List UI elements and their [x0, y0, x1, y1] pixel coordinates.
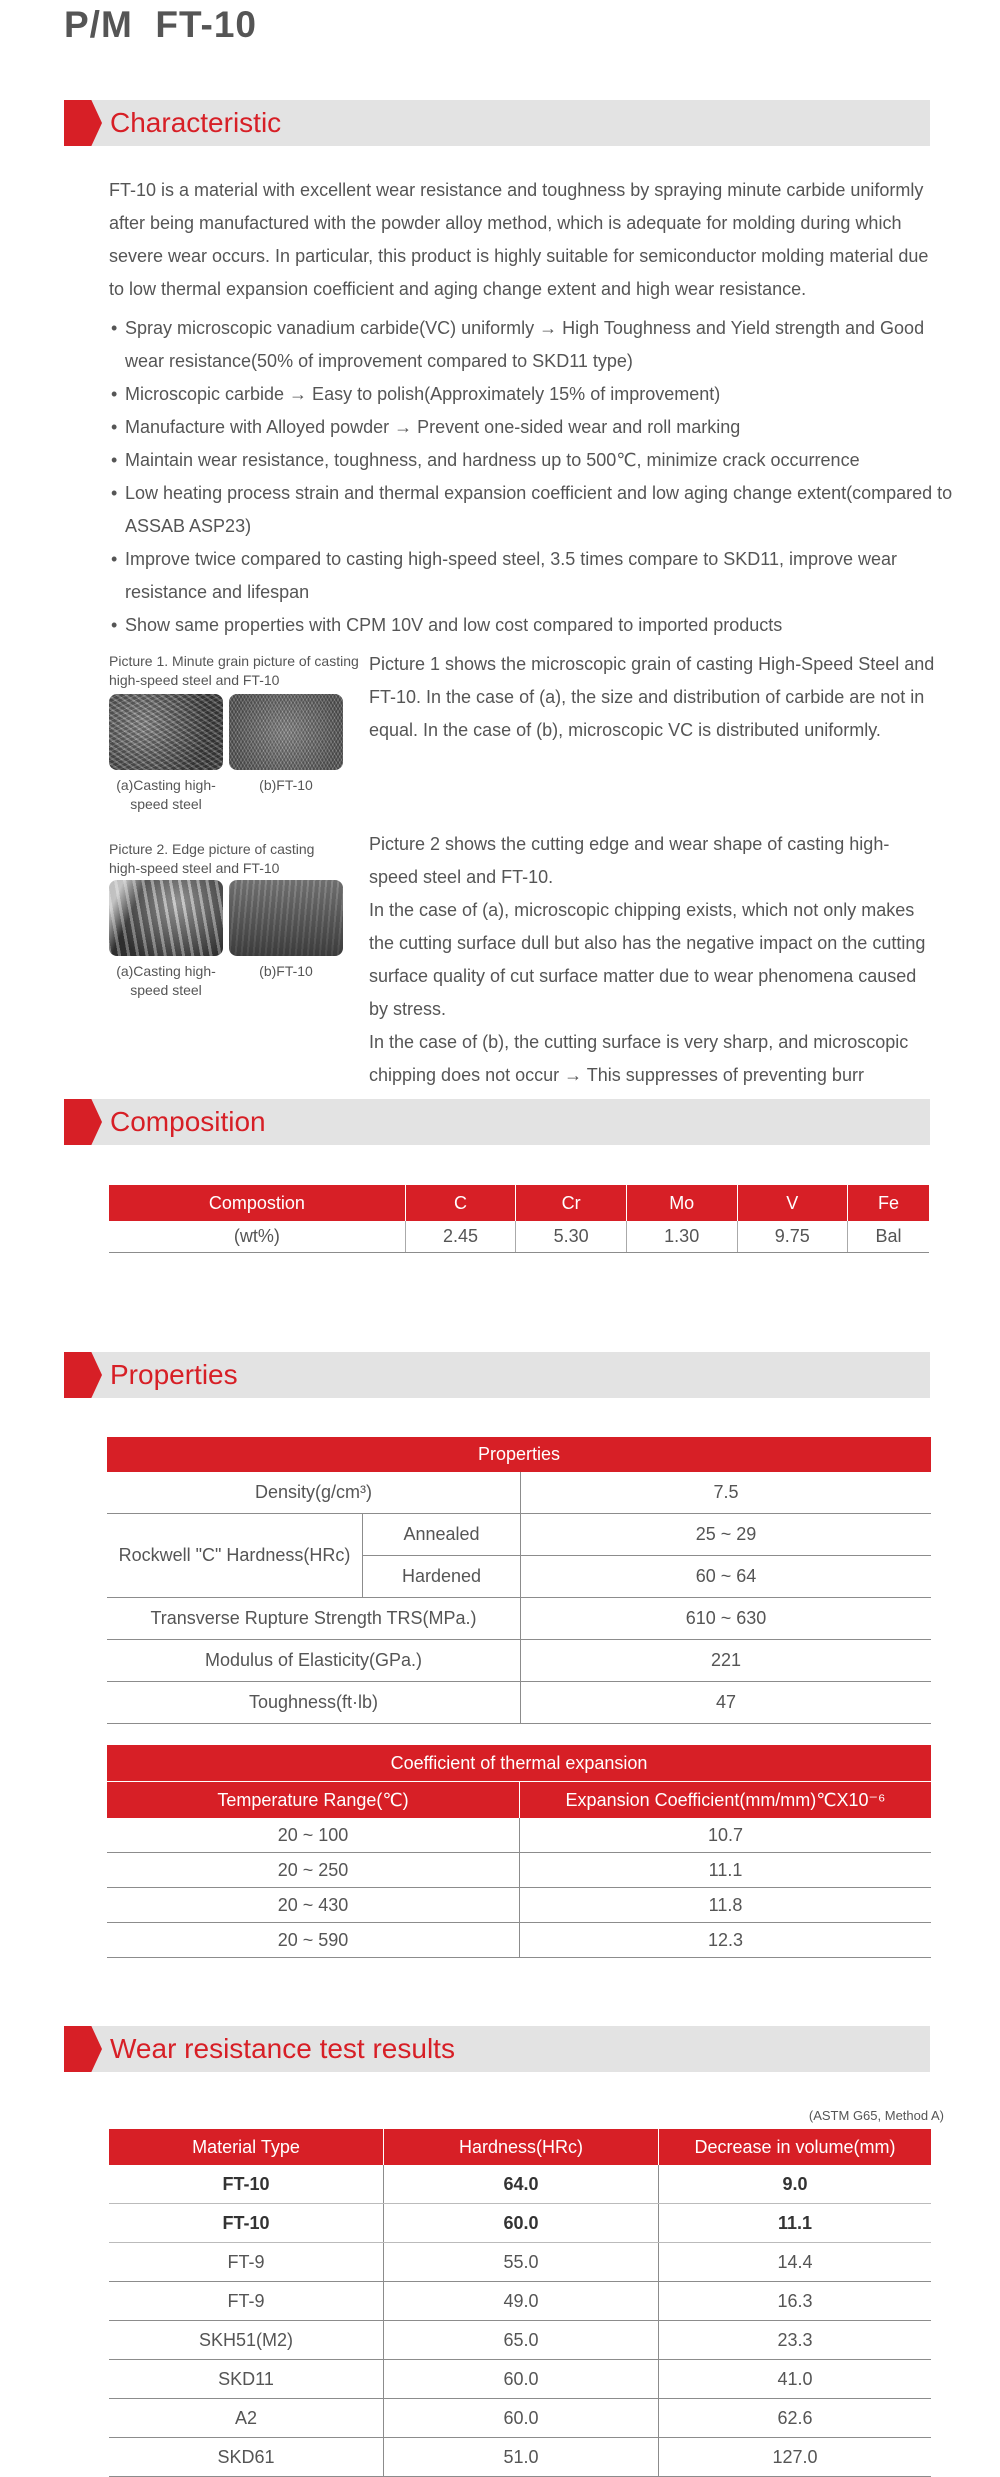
- property-label: Modulus of Elasticity(GPa.): [107, 1640, 521, 1682]
- thermal-cell: 11.1: [520, 1853, 932, 1888]
- wear-cell: 16.3: [659, 2282, 932, 2321]
- composition-cell: 5.30: [516, 1221, 627, 1253]
- wear-cell: 11.1: [659, 2204, 932, 2243]
- bullet-item: • Spray microscopic vanadium carbide(VC) uniformly → High Toughness and Yield strength and Good wear resistance(50% of improvement compared to SKD11 type): [109, 312, 954, 378]
- wear-cell: FT-10: [109, 2165, 384, 2204]
- properties-table-title: Properties: [107, 1437, 931, 1472]
- picture1-ft10-photo: [229, 694, 343, 770]
- bullet-item: • Microscopic carbide → Easy to polish(Approximately 15% of improvement): [109, 378, 954, 411]
- picture1-label-b: (b)FT-10: [259, 777, 313, 793]
- thermal-cell: 11.8: [520, 1888, 932, 1923]
- thermal-expansion-table: [107, 1745, 931, 1958]
- composition-cell: (wt%): [109, 1221, 405, 1253]
- picture2-caption: Picture 2. Edge picture of casting high-speed steel and FT-10: [109, 841, 315, 876]
- bullet-item: • Manufacture with Alloyed powder → Prevent one-sided wear and roll marking: [109, 411, 954, 444]
- picture1-casting-photo: [109, 694, 223, 770]
- wear-cell: 65.0: [384, 2321, 659, 2360]
- wear-cell: 14.4: [659, 2243, 932, 2282]
- wear-cell: FT-9: [109, 2282, 384, 2321]
- composition-header: Mo: [626, 1185, 737, 1221]
- section-header-wear: [64, 2026, 930, 2072]
- picture1-description: Picture 1 shows the microscopic grain of casting High-Speed Steel and FT-10. In the case of (a), the size and distribution of carbide are not in equal. In the case of (b), microscopic VC is distributed uniformly.: [369, 654, 935, 740]
- properties-table: [107, 1437, 931, 1724]
- bullet-item: • Maintain wear resistance, toughness, and hardness up to 500℃, minimize crack occurrence: [109, 444, 954, 477]
- property-value: 47: [521, 1682, 932, 1724]
- table-row: [109, 2321, 931, 2360]
- table-row: [107, 1640, 931, 1682]
- property-sublabel: Annealed: [363, 1514, 521, 1556]
- property-value: 7.5: [521, 1472, 932, 1514]
- wear-cell: 60.0: [384, 2204, 659, 2243]
- table-row: [107, 1853, 931, 1888]
- picture2-label-a: (a)Casting high-speed steel: [116, 963, 216, 998]
- table-row: [109, 1221, 929, 1253]
- thermal-cell: 12.3: [520, 1923, 932, 1958]
- property-label: Transverse Rupture Strength TRS(MPa.): [107, 1598, 521, 1640]
- thermal-cell: 20 ~ 430: [107, 1888, 520, 1923]
- composition-cell: 1.30: [626, 1221, 737, 1253]
- property-value: 60 ~ 64: [521, 1556, 932, 1598]
- wear-header: Decrease in volume(mm): [659, 2129, 932, 2165]
- wear-cell: 127.0: [659, 2438, 932, 2477]
- table-row: [107, 1598, 931, 1640]
- wear-cell: SKD61: [109, 2438, 384, 2477]
- table-row: [109, 2165, 931, 2204]
- property-label: Rockwell "C" Hardness(HRc): [107, 1514, 363, 1598]
- property-value: 221: [521, 1640, 932, 1682]
- table-row: [109, 2282, 931, 2321]
- wear-cell: SKH51(M2): [109, 2321, 384, 2360]
- table-row: [109, 2360, 931, 2399]
- wear-results-table: [109, 2129, 931, 2477]
- section-header-properties: [64, 1352, 930, 1398]
- page-title: P/M FT-10: [64, 4, 257, 45]
- table-row: [109, 2399, 931, 2438]
- wear-cell: 23.3: [659, 2321, 932, 2360]
- wear-cell: 49.0: [384, 2282, 659, 2321]
- wear-cell: 60.0: [384, 2399, 659, 2438]
- thermal-header: Expansion Coefficient(mm/mm)℃X10⁻⁶: [520, 1782, 932, 1819]
- wear-cell: 64.0: [384, 2165, 659, 2204]
- property-label: Density(g/cm³): [107, 1472, 521, 1514]
- table-row: [107, 1923, 931, 1958]
- picture2-text-line: In the case of (a), microscopic chipping exists, which not only makes the cutting surface dull but also has the negative impact on the cutting surface quality of cut surface matter due to wear phenomena caused by stress.: [369, 900, 926, 1019]
- property-value: 25 ~ 29: [521, 1514, 932, 1556]
- wear-cell: FT-9: [109, 2243, 384, 2282]
- thermal-cell: 10.7: [520, 1818, 932, 1853]
- table-row: [107, 1888, 931, 1923]
- section-header-composition: [64, 1099, 930, 1145]
- composition-header: Compostion: [109, 1185, 405, 1221]
- table-row: [107, 1514, 931, 1556]
- bullet-item: • Low heating process strain and thermal expansion coefficient and low aging change extent(compared to ASSAB ASP23): [109, 477, 954, 543]
- section-title: Properties: [110, 1359, 238, 1390]
- bullet-item: • Improve twice compared to casting high-speed steel, 3.5 times compare to SKD11, improve wear resistance and lifespan: [109, 543, 954, 609]
- wear-header: Material Type: [109, 2129, 384, 2165]
- table-row: [107, 1472, 931, 1514]
- section-title: Characteristic: [110, 107, 282, 138]
- table-row: [107, 1818, 931, 1853]
- wear-cell: SKD11: [109, 2360, 384, 2399]
- composition-cell: 9.75: [737, 1221, 848, 1253]
- section-title: Wear resistance test results: [110, 2033, 455, 2064]
- wear-cell: 55.0: [384, 2243, 659, 2282]
- wear-cell: 60.0: [384, 2360, 659, 2399]
- property-value: 610 ~ 630: [521, 1598, 932, 1640]
- thermal-table-title: Coefficient of thermal expansion: [107, 1745, 931, 1782]
- table-row: [107, 1682, 931, 1724]
- bullet-item: • Show same properties with CPM 10V and low cost compared to imported products: [109, 609, 954, 642]
- composition-table: [109, 1185, 929, 1253]
- picture2-text-line: Picture 2 shows the cutting edge and wear shape of casting high-speed steel and FT-10.: [369, 834, 890, 887]
- thermal-cell: 20 ~ 590: [107, 1923, 520, 1958]
- composition-cell: 2.45: [405, 1221, 516, 1253]
- section-title: Composition: [110, 1106, 266, 1137]
- wear-header: Hardness(HRc): [384, 2129, 659, 2165]
- wear-cell: FT-10: [109, 2204, 384, 2243]
- characteristic-intro: FT-10 is a material with excellent wear resistance and toughness by spraying minute carbide uniformly after being manufactured with the powder alloy method, which is adequate for molding during which severe wear occurs. In particular, this product is highly suitable for semiconductor molding material due to low thermal expansion coefficient and aging change extent and high wear resistance.: [109, 180, 929, 299]
- property-sublabel: Hardened: [363, 1556, 521, 1598]
- composition-header: Fe: [848, 1185, 929, 1221]
- picture2-ft10-photo: [229, 880, 343, 956]
- table-row: [109, 2438, 931, 2477]
- thermal-cell: 20 ~ 250: [107, 1853, 520, 1888]
- picture1-label-a: (a)Casting high-speed steel: [116, 777, 216, 812]
- wear-cell: A2: [109, 2399, 384, 2438]
- picture2-label-b: (b)FT-10: [259, 963, 313, 979]
- property-label: Toughness(ft·lb): [107, 1682, 521, 1724]
- thermal-cell: 20 ~ 100: [107, 1818, 520, 1853]
- section-header-characteristic: [64, 100, 930, 146]
- composition-header: V: [737, 1185, 848, 1221]
- composition-cell: Bal: [848, 1221, 929, 1253]
- wear-cell: 62.6: [659, 2399, 932, 2438]
- picture2-description: [369, 828, 929, 1125]
- thermal-header: Temperature Range(℃): [107, 1782, 520, 1819]
- table-row: [109, 2243, 931, 2282]
- picture1-caption: Picture 1. Minute grain picture of casting high-speed steel and FT-10: [109, 653, 359, 688]
- composition-header: Cr: [516, 1185, 627, 1221]
- wear-cell: 41.0: [659, 2360, 932, 2399]
- picture2-casting-photo: [109, 880, 223, 956]
- picture2-text-line: In the case of (b), the cutting surface is very sharp, and microscopic chipping does not occur → This suppresses of preventing burr: [369, 1032, 909, 1085]
- test-method-note: (ASTM G65, Method A): [808, 2108, 944, 2123]
- wear-cell: 9.0: [659, 2165, 932, 2204]
- wear-cell: 51.0: [384, 2438, 659, 2477]
- characteristic-bullets: [109, 312, 954, 642]
- composition-header: C: [405, 1185, 516, 1221]
- table-row: [109, 2204, 931, 2243]
